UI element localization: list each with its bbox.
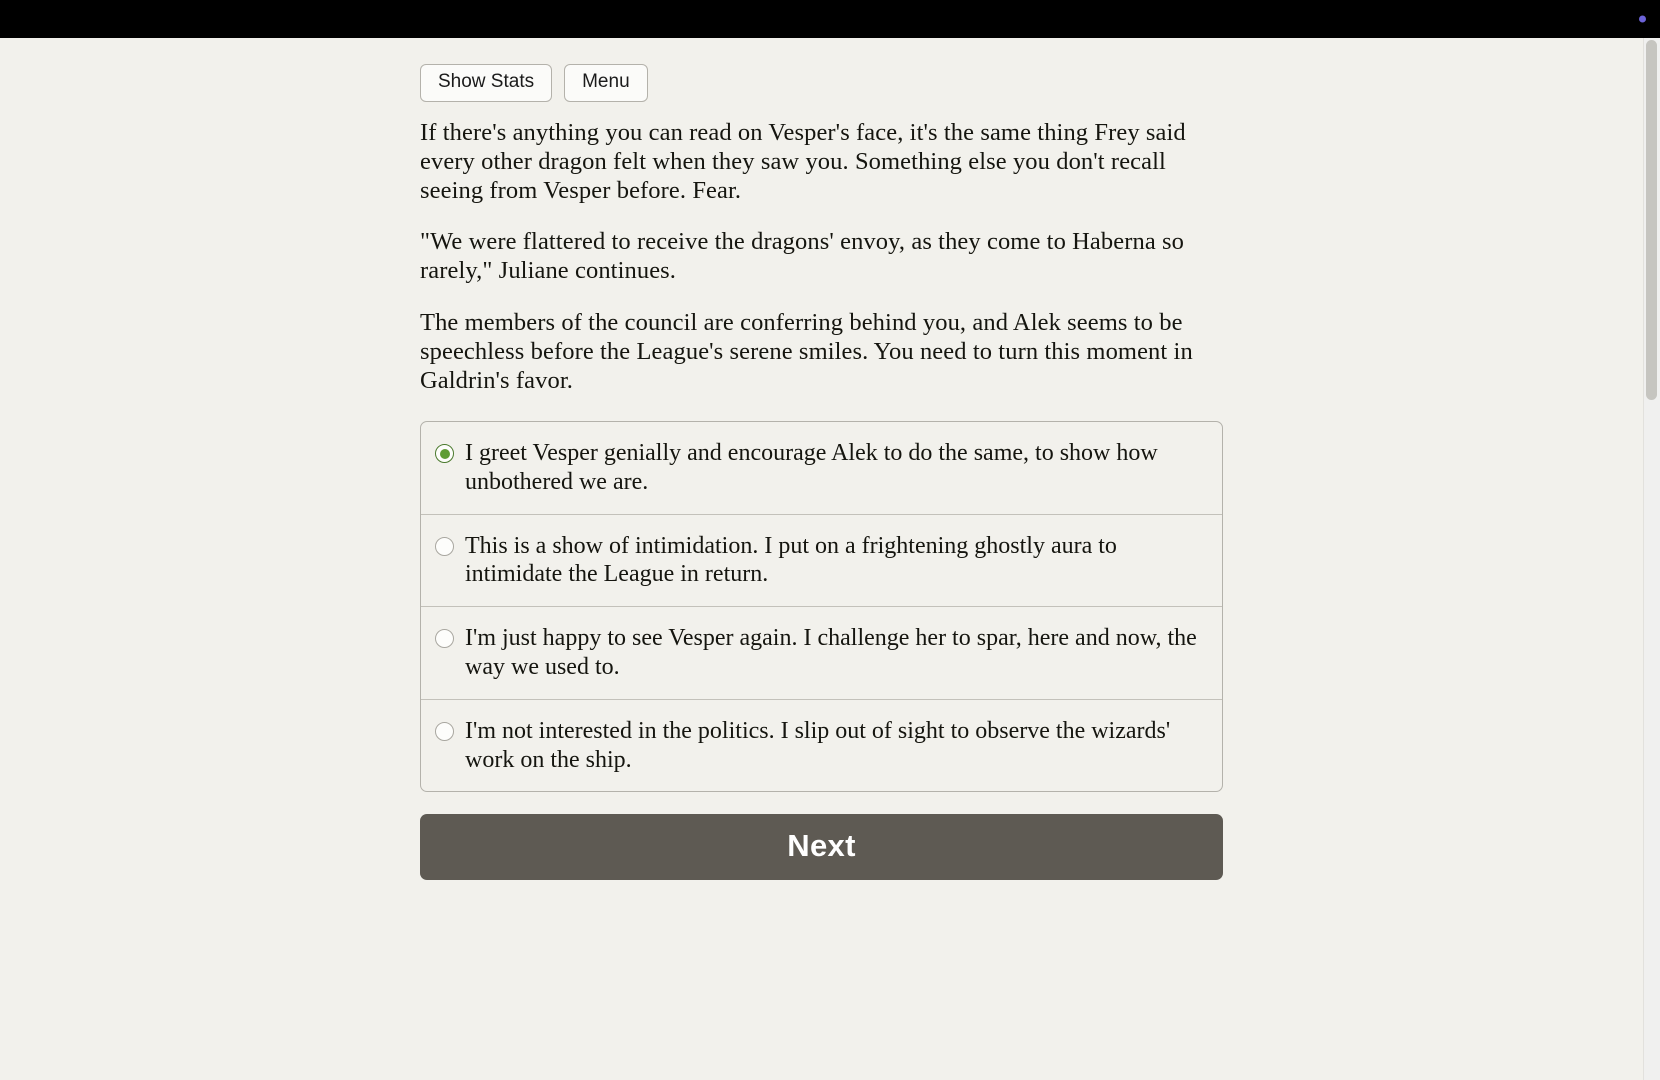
- choice-label: This is a show of intimidation. I put on a frightening ghostly aura to intimidate the League in return.: [465, 532, 1117, 588]
- radio-button-icon[interactable]: [435, 629, 454, 648]
- story-text: [420, 118, 1223, 395]
- choice-option[interactable]: [421, 607, 1222, 700]
- status-indicator-icon: [1639, 16, 1646, 23]
- story-paragraph: If there's anything you can read on Vesper's face, it's the same thing Frey said every other dragon felt when they saw you. Something else you don't recall seeing from Vesper before. Fear.: [420, 118, 1186, 205]
- radio-button-icon[interactable]: [435, 722, 454, 741]
- choice-list: [420, 421, 1223, 792]
- choice-label: I greet Vesper genially and encourage Alek to do the same, to show how unbothered we are.: [465, 440, 1158, 495]
- menu-button[interactable]: Menu: [564, 64, 648, 102]
- radio-button-icon[interactable]: [435, 444, 454, 463]
- next-button[interactable]: Next: [420, 814, 1223, 880]
- radio-button-icon[interactable]: [435, 537, 454, 556]
- game-toolbar: [420, 64, 1223, 102]
- show-stats-button[interactable]: Show Stats: [420, 64, 552, 102]
- story-paragraph: The members of the council are conferring behind you, and Alek seems to be speechless before the League's serene smiles. You need to turn this moment in Galdrin's favor.: [420, 308, 1193, 394]
- game-page: [0, 38, 1644, 1080]
- choice-option[interactable]: [421, 700, 1222, 792]
- page-scrollbar[interactable]: [1643, 38, 1660, 1080]
- scrollbar-thumb[interactable]: [1646, 40, 1657, 400]
- game-content-column: [420, 64, 1223, 880]
- choice-option[interactable]: [421, 422, 1222, 515]
- choice-option[interactable]: [421, 515, 1222, 608]
- story-paragraph: "We were flattered to receive the dragons' envoy, as they come to Haberna so rarely," Juliane continues.: [420, 228, 1185, 285]
- browser-top-bar: [0, 0, 1660, 38]
- choice-label: I'm not interested in the politics. I slip out of sight to observe the wizards' work on the ship.: [465, 717, 1171, 773]
- choice-label: I'm just happy to see Vesper again. I challenge her to spar, here and now, the way we used to.: [465, 625, 1197, 680]
